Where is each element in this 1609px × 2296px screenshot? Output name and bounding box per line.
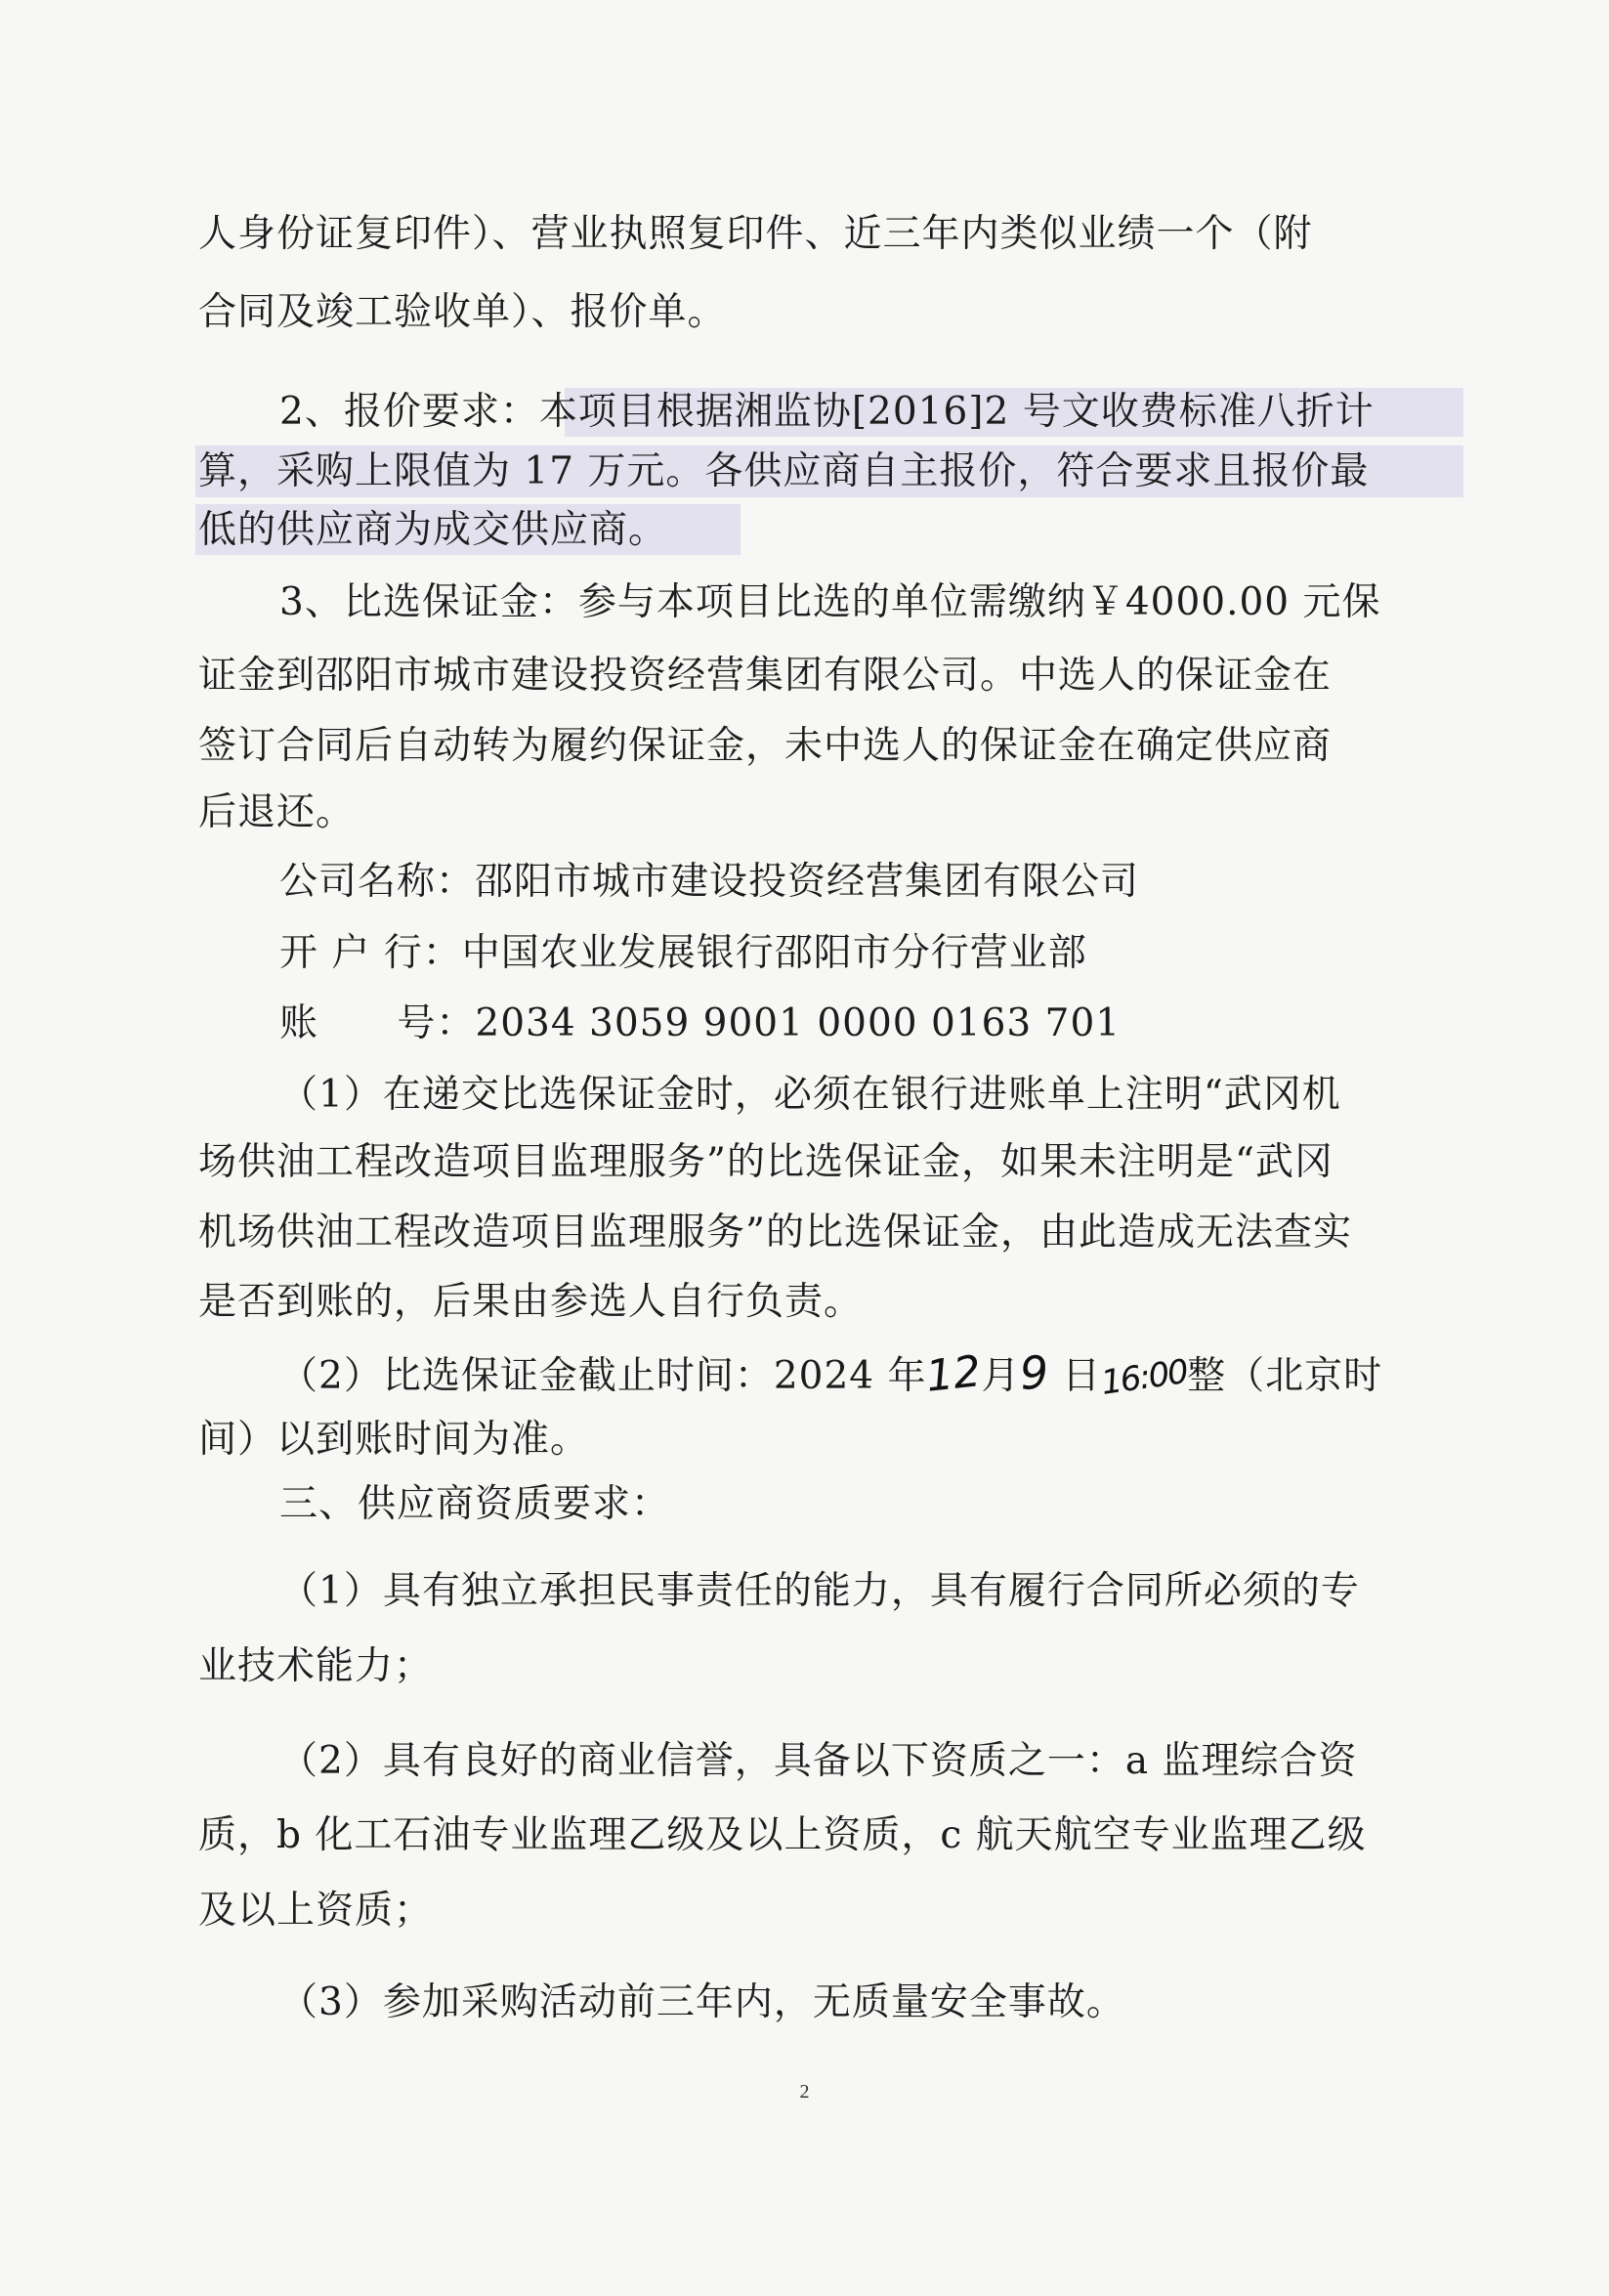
text-line: （2）具有良好的商业信誉，具备以下资质之一：a 监理综合资	[279, 1739, 1358, 1783]
text-line: （1）具有独立承担民事责任的能力，具有履行合同所必须的专	[279, 1569, 1360, 1613]
handwritten-month: 12	[923, 1346, 984, 1402]
price-requirement-line	[279, 383, 1375, 442]
text-line: （3）参加采购活动前三年内，无质量安全事故。	[279, 1980, 1125, 2024]
company-name-line: 公司名称：邵阳市城市建设投资经营集团有限公司	[279, 860, 1140, 904]
text-line: 业技术能力；	[198, 1644, 434, 1688]
page-number: 2	[799, 2081, 810, 2103]
text-line: 后退还。	[198, 790, 356, 834]
highlighted-text: 算，采购上限值为 17 万元。各供应商自主报价，符合要求且报价最	[198, 449, 1370, 493]
text-line: 合同及竣工验收单）、报价单。	[198, 290, 727, 334]
account-number-line: 账 号：2034 3059 9001 0000 0163 701	[279, 1001, 1122, 1045]
text-line: 场供油工程改造项目监理服务”的比选保证金，如果未注明是“武冈	[198, 1140, 1334, 1184]
handwritten-day: 9	[1018, 1345, 1051, 1400]
text-line: 签订合同后自动转为履约保证金，未中选人的保证金在确定供应商	[198, 724, 1333, 768]
highlighted-text: 本项目根据湘监协[2016]2 号文收费标准八折计	[538, 390, 1375, 434]
text-line: 间）以到账时间为准。	[198, 1418, 590, 1462]
price-requirement-heading: 2、报价要求：	[279, 390, 539, 434]
text-line: 是否到账的，后果由参选人自行负责。	[198, 1280, 864, 1324]
text-line: 质，b 化工石油专业监理乙级及以上资质，c 航天航空专业监理乙级	[198, 1813, 1367, 1857]
bank-line: 开 户 行：中国农业发展银行邵阳市分行营业部	[279, 931, 1087, 975]
text-line: （1）在递交比选保证金时，必须在银行进账单上注明“武冈机	[279, 1073, 1341, 1117]
text-line: 证金到邵阳市城市建设投资经营集团有限公司。中选人的保证金在	[198, 654, 1333, 698]
highlighted-text: 低的供应商为成交供应商。	[198, 508, 668, 552]
deadline-line: （2）比选保证金截止时间：2024 年12月9 日16:00整（北京时	[279, 1343, 1382, 1407]
text-line: 机场供油工程改造项目监理服务”的比选保证金，由此造成无法查实	[198, 1211, 1352, 1254]
deposit-heading-line: 3、比选保证金：参与本项目比选的单位需缴纳￥4000.00 元保	[279, 580, 1381, 624]
text-line: 及以上资质；	[198, 1889, 434, 1933]
handwritten-time: 16:00	[1098, 1352, 1190, 1403]
section-heading: 三、供应商资质要求：	[279, 1482, 671, 1526]
text-line: 人身份证复印件）、营业执照复印件、近三年内类似业绩一个（附	[198, 212, 1313, 256]
